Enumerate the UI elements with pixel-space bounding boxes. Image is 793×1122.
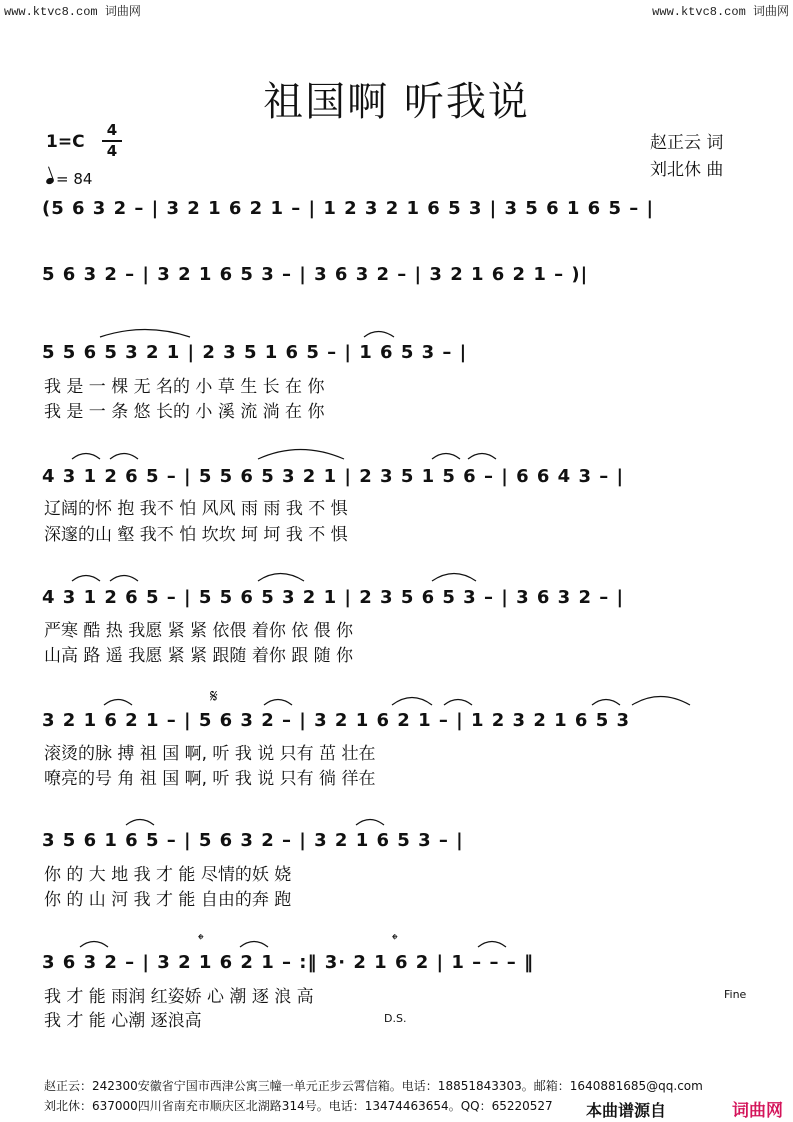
notation-row-4: 4 3 1 2 6 5 – | 5 5 6 5 3 2 1 | 2 3 5 1 5 6 – | 6 6 4 3 – | (42, 466, 625, 487)
slur-arc (364, 332, 394, 338)
lyric-row-6-verse-1: 滚烫的脉 搏 祖 国 啊, 听 我 说 只有 茁 壮在 (44, 744, 376, 764)
lyric-row-6-verse-2: 嘹亮的号 角 祖 国 啊, 听 我 说 只有 徜 徉在 (44, 769, 376, 789)
segno-icon: 𝄋 (210, 686, 218, 707)
slur-arc (392, 698, 432, 706)
time-signature (102, 122, 122, 160)
lyric-row-5-verse-2: 山高 路 遥 我愿 紧 紧 跟随 着你 跟 随 你 (44, 646, 354, 666)
site-logo: 词曲网 (732, 1101, 783, 1121)
source-label: 本曲谱源自 (586, 1101, 667, 1120)
slur-arc (264, 700, 292, 706)
footer-composer-contact: 刘北休：637000四川省南充市顺庆区北湖路314号。电话：13474463654。QQ：65220527 (44, 1099, 553, 1113)
notation-row-6: 3 2 1 6 2 1 – | 5 6 3 2 – | 3 2 1 6 2 1 – | 1 2 3 2 1 6 5 3 (42, 710, 631, 731)
site-watermark-right: www.ktvc8.com 词曲网 (652, 5, 789, 19)
notation-row-1: (5 6 3 2 – | 3 2 1 6 2 1 – | 1 2 3 2 1 6 5 3 | 3 5 6 1 6 5 – | (42, 198, 655, 219)
slur-arc (110, 454, 138, 460)
tempo-value: = 84 (56, 170, 93, 188)
slur-arc (632, 697, 690, 706)
ds-marking: D.S. (384, 1012, 407, 1025)
time-numerator: 4 (106, 121, 118, 139)
lyric-row-3-verse-1: 我 是 一 棵 无 名的 小 草 生 长 在 你 (44, 377, 325, 397)
slur-arc (592, 700, 620, 706)
notation-row-3: 5 5 6 5 3 2 1 | 2 3 5 1 6 5 – | 1 6 5 3 – | (42, 342, 468, 363)
slur-arc (72, 454, 100, 460)
lyricist-credit: 赵正云 词 (650, 133, 724, 153)
lyric-row-4-verse-2: 深邃的山 壑 我不 怕 坎坎 坷 坷 我 不 惧 (44, 525, 348, 545)
coda-icon-2: 𝄌 (392, 930, 398, 949)
key-signature: 1=C (46, 132, 85, 152)
slur-arc (356, 820, 384, 826)
site-watermark-left: www.ktvc8.com 词曲网 (4, 5, 141, 19)
slur-arc (72, 576, 100, 582)
lyric-row-7-verse-1: 你 的 大 地 我 才 能 尽情的妖 娆 (44, 865, 292, 885)
slur-arc (104, 700, 132, 706)
coda-icon: 𝄌 (198, 930, 204, 949)
notation-row-7: 3 5 6 1 6 5 – | 5 6 3 2 – | 3 2 1 6 5 3 – | (42, 830, 464, 851)
time-denominator: 4 (106, 142, 118, 160)
lyric-row-4-verse-1: 辽阔的怀 抱 我不 怕 风风 雨 雨 我 不 惧 (44, 499, 348, 519)
quarter-note-icon (45, 177, 55, 185)
slur-arc (100, 330, 190, 338)
slur-arc (478, 942, 506, 948)
slur-arc (468, 454, 496, 460)
notation-row-2: 5 6 3 2 – | 3 2 1 6 5 3 – | 3 6 3 2 – | 3 2 1 6 2 1 – )| (42, 264, 589, 285)
slur-arc (432, 574, 476, 582)
slur-arc (444, 700, 472, 706)
song-title: 祖国啊 听我说 (263, 79, 530, 125)
composer-credit: 刘北休 曲 (650, 160, 724, 180)
footer-lyricist-contact: 赵正云：242300安徽省宁国市西津公寓三幢一单元正步云霄信箱。电话：18851843303。邮箱：1640881685@qq.com (44, 1079, 703, 1093)
notation-row-5: 4 3 1 2 6 5 – | 5 5 6 5 3 2 1 | 2 3 5 6 5 3 – | 3 6 3 2 – | (42, 587, 625, 608)
lyric-row-7-verse-2: 你 的 山 河 我 才 能 自由的奔 跑 (44, 890, 292, 910)
slur-arc (110, 576, 138, 582)
slur-arc (126, 820, 154, 826)
slur-arc (80, 942, 108, 948)
tempo-marking (46, 170, 92, 188)
fine-marking: Fine (724, 988, 747, 1001)
lyric-row-3-verse-2: 我 是 一 条 悠 长的 小 溪 流 淌 在 你 (44, 402, 325, 422)
lyric-row-5-verse-1: 严寒 酷 热 我愿 紧 紧 依偎 着你 依 偎 你 (44, 621, 354, 641)
lyric-row-8-verse-2: 我 才 能 心潮 逐浪高 (44, 1011, 202, 1031)
notation-row-8: 3 6 3 2 – | 3 2 1 6 2 1 – :‖ 3· 2 1 6 2 | 1 – – – ‖ (42, 952, 534, 973)
slur-arc (432, 454, 460, 460)
slur-arc (240, 942, 268, 948)
lyric-row-8-verse-1: 我 才 能 雨润 红姿娇 心 潮 逐 浪 高 (44, 987, 314, 1007)
slur-arc (258, 574, 304, 582)
slur-arc (258, 450, 344, 460)
